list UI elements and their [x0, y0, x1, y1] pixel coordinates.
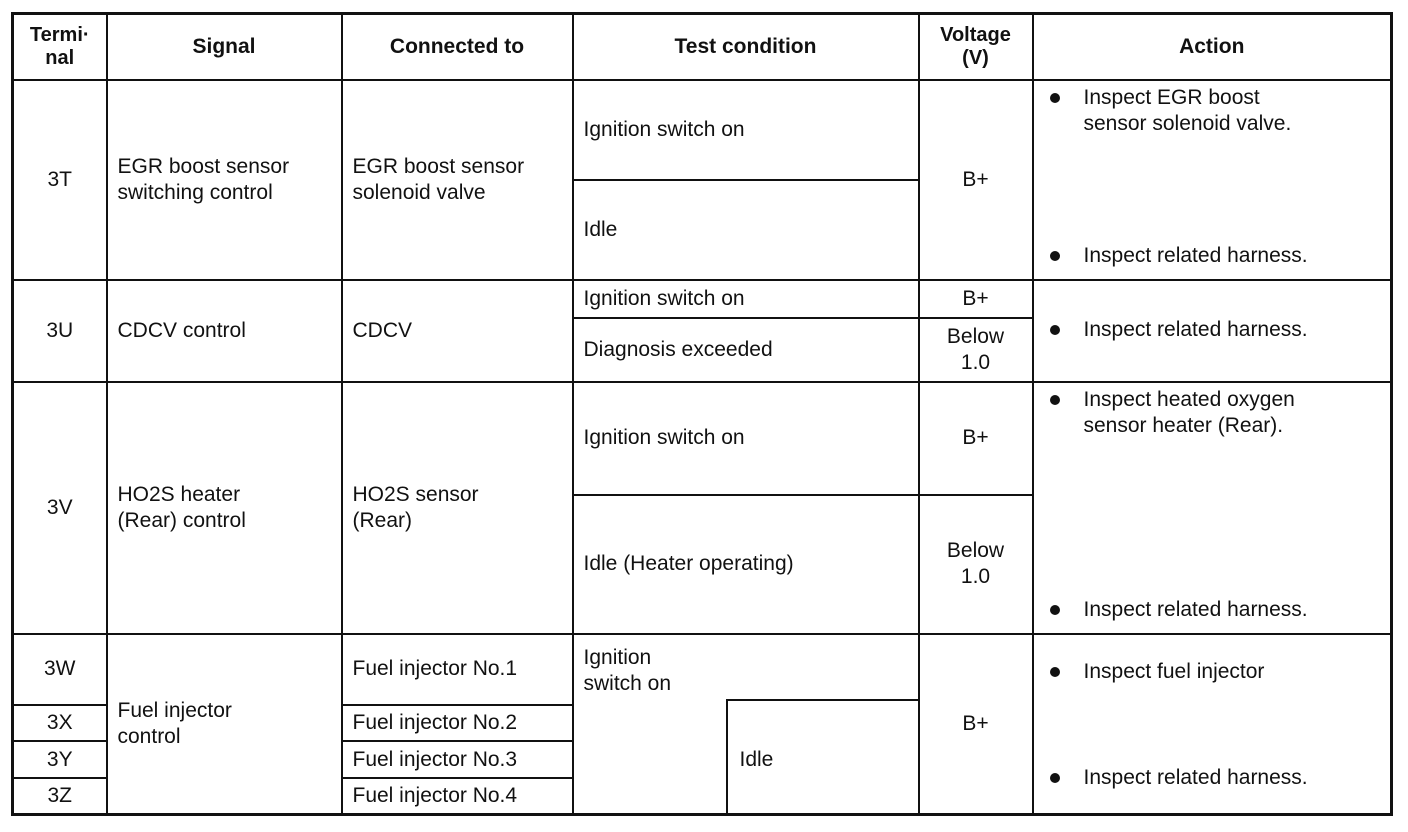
terminal-cell: 3T: [13, 80, 107, 280]
voltage-cell: [919, 495, 1033, 634]
connected-cell: Fuel injector No.3: [342, 741, 573, 778]
header-voltage-line2: (V): [962, 47, 989, 69]
connected-line1: HO2S sensor: [352, 482, 479, 506]
connected-cell: CDCV: [342, 280, 573, 382]
terminal-inspection-table: [11, 12, 1393, 816]
signal-line2: switching control: [117, 181, 273, 204]
connected-line2: solenoid valve: [352, 181, 486, 204]
signal-cell: [107, 382, 342, 634]
action-text: Inspect fuel injector: [1083, 660, 1265, 683]
test-condition-cell: Diagnosis exceeded: [573, 318, 919, 382]
test-condition-cell: Ignition switch on: [573, 280, 919, 318]
terminal-cell: 3U: [13, 280, 107, 382]
action-item: [1050, 387, 1383, 440]
bullet-icon: [1050, 93, 1060, 103]
voltage-cell: [919, 318, 1033, 382]
terminal-table-container: [11, 12, 1390, 817]
bullet-icon: [1050, 325, 1060, 335]
action-item: [1050, 243, 1383, 269]
test-condition-cell: Idle: [573, 180, 919, 280]
connected-cell: [342, 80, 573, 280]
action-cell: [1033, 280, 1392, 382]
voltage-line1: Below: [946, 324, 1005, 348]
action-text: Inspect related harness.: [1083, 244, 1308, 267]
signal-cell: CDCV control: [107, 280, 342, 382]
action-line2: sensor heater (Rear).: [1083, 414, 1284, 438]
action-line1: Inspect heated oxygen: [1083, 388, 1295, 411]
test-idle-text: Idle: [739, 748, 774, 771]
action-cell: [1033, 382, 1392, 634]
bullet-icon: [1050, 395, 1060, 405]
signal-cell: [107, 634, 342, 815]
connected-cell: Fuel injector No.2: [342, 705, 573, 742]
action-text: Inspect related harness.: [1083, 318, 1308, 341]
connected-cell: Fuel injector No.1: [342, 634, 573, 705]
header-terminal-line2: nal: [45, 47, 75, 69]
table-row-3t: [13, 80, 1392, 180]
test-ignition-text: [584, 645, 672, 698]
test-condition-cell: Ignition switch on: [573, 382, 919, 495]
header-terminal: [13, 14, 107, 81]
test-condition-cell: [573, 634, 919, 815]
signal-cell: [107, 80, 342, 280]
terminal-cell: 3V: [13, 382, 107, 634]
bullet-icon: [1050, 251, 1060, 261]
connected-cell: [342, 382, 573, 634]
header-test-condition: Test condition: [573, 14, 919, 81]
voltage-line2: 1.0: [960, 565, 991, 589]
voltage-cell: B+: [919, 80, 1033, 280]
action-cell: [1033, 80, 1392, 280]
connected-line1: EGR boost sensor: [352, 154, 525, 178]
header-action: Action: [1033, 14, 1392, 81]
bullet-icon: [1050, 667, 1060, 677]
header-connected-to: Connected to: [342, 14, 573, 81]
terminal-cell: 3Y: [13, 741, 107, 778]
action-item: [1050, 85, 1383, 138]
header-voltage: [919, 14, 1033, 81]
action-item: [1050, 597, 1383, 623]
connected-line2: (Rear): [352, 509, 413, 532]
bullet-icon: [1050, 773, 1060, 783]
test-condition-cell: Idle (Heater operating): [573, 495, 919, 634]
signal-line1: EGR boost sensor: [117, 154, 290, 178]
action-line1: Inspect EGR boost: [1083, 86, 1260, 109]
action-item: [1050, 659, 1383, 685]
test-condition-cell: Ignition switch on: [573, 80, 919, 180]
action-cell: [1033, 634, 1392, 815]
action-item: [1050, 765, 1383, 791]
signal-line2: (Rear) control: [117, 509, 246, 532]
header-signal: Signal: [107, 14, 342, 81]
action-line2: sensor solenoid valve.: [1083, 112, 1292, 136]
terminal-cell: 3W: [13, 634, 107, 705]
voltage-line2: 1.0: [960, 350, 991, 374]
test-ignition-line1: Ignition: [583, 646, 652, 669]
header-row: [13, 14, 1392, 81]
voltage-cell: B+: [919, 382, 1033, 495]
action-text: Inspect related harness.: [1083, 598, 1308, 621]
voltage-cell: B+: [919, 634, 1033, 815]
table-row-3v: [13, 382, 1392, 495]
action-item: [1050, 317, 1383, 343]
test-idle-box: [726, 699, 920, 815]
connected-cell: Fuel injector No.4: [342, 778, 573, 815]
signal-line2: control: [117, 725, 181, 748]
header-terminal-line1: Termi·: [29, 24, 90, 46]
action-text: Inspect related harness.: [1083, 766, 1308, 789]
terminal-cell: 3Z: [13, 778, 107, 815]
voltage-cell: B+: [919, 280, 1033, 318]
table-row-3w: [13, 634, 1392, 705]
terminal-cell: 3X: [13, 705, 107, 742]
table-row-3u: [13, 280, 1392, 318]
signal-line1: Fuel injector: [117, 698, 232, 722]
signal-line1: HO2S heater: [117, 482, 241, 506]
test-ignition-line2: switch on: [583, 672, 672, 696]
header-voltage-line1: Voltage: [940, 24, 1011, 46]
voltage-line1: Below: [946, 539, 1005, 563]
bullet-icon: [1050, 605, 1060, 615]
